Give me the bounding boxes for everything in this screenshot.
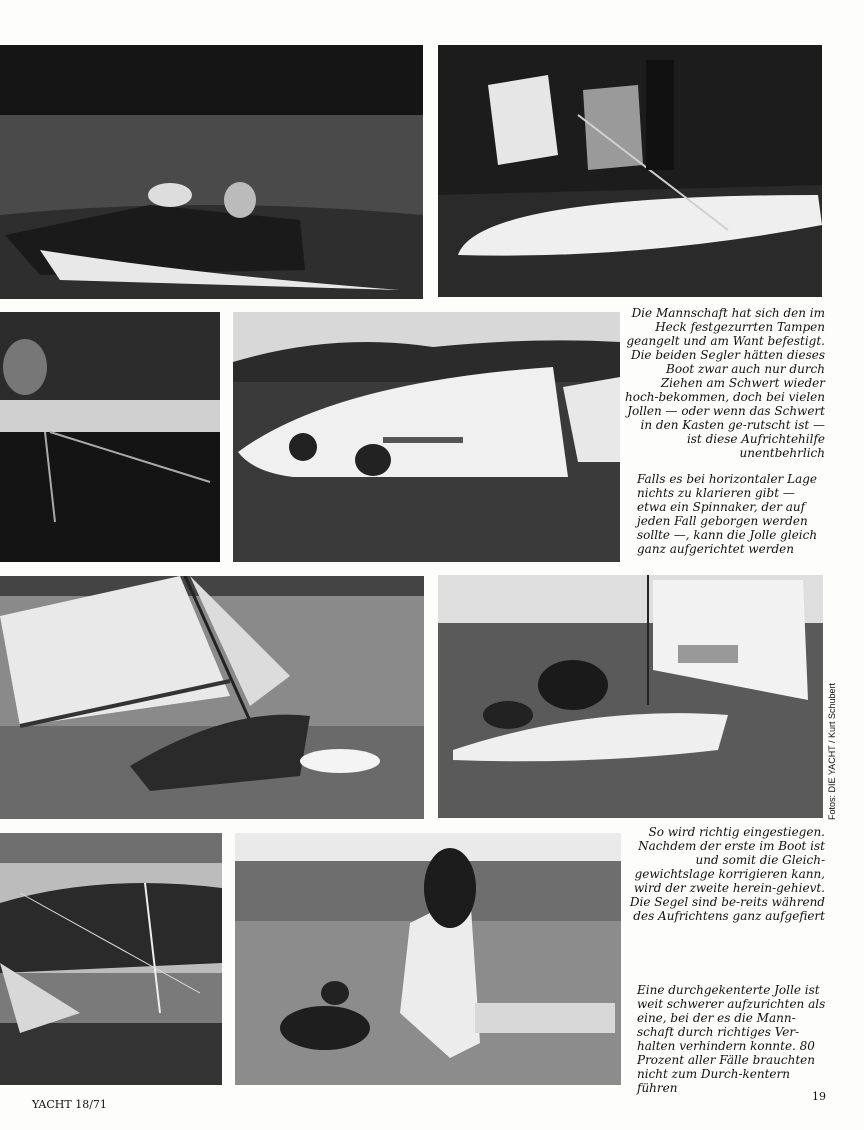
photo-crew-boarding-dinghy — [438, 575, 823, 818]
photo-dinghy-on-side — [233, 312, 620, 562]
caption-richtig-eingestiegen: So wird richtig eingestiegen. Nachdem der erste im Boot ist und somit die Gleich-gewichtslage korrigieren kann, wird der zweite herein-gehievt. Die Segel sind be-reits während des Aufrichtens ganz aufgefiert — [629, 825, 825, 923]
footer-magazine-issue: YACHT 18/71 — [32, 1098, 107, 1111]
photo-credit: Fotos: DIE YACHT / Kurt Schubert — [827, 682, 837, 820]
caption-aufrichtehilfe: Die Mannschaft hat sich den im Heck festgezurrten Tampen geangelt und am Want befestigt. Die beiden Segler hätten dieses Boot zwar auch nur durch Ziehen am Schwert wieder hoch-bekommen, doch bei vielen Jollen — oder wenn das Schwert in den Kasten ge-rutscht ist — ist diese Aufrichtehilfe unentbehrlich — [625, 306, 825, 460]
photo-dinghy-righting-with-sail — [0, 576, 424, 819]
caption-horizontale-lage: Falls es bei horizontaler Lage nichts zu klarieren gibt — etwa ein Spinnaker, der auf jeden Fall geborgen werden sollte —, kann die Jolle gleich ganz aufgerichtet werden — [637, 472, 818, 556]
caption-durchgekenterte-jolle: Eine durchgekenterte Jolle ist weit schwerer aufzurichten als eine, bei der es die Mann-schaft durch richtiges Ver-halten verhindern konnte. 80 Prozent aller Fälle brauchten nicht zum Durch-kentern führen — [637, 983, 826, 1095]
photo-crew-standing-on-hull — [438, 45, 822, 297]
photo-crew-righting-keel — [235, 833, 621, 1085]
photo-fully-capsized-dinghy — [0, 833, 222, 1085]
photo-crew-holding-rope — [0, 312, 220, 562]
footer-page-number: 19 — [812, 1090, 826, 1103]
photo-capsized-dinghy-crew-on-hull — [0, 45, 423, 299]
